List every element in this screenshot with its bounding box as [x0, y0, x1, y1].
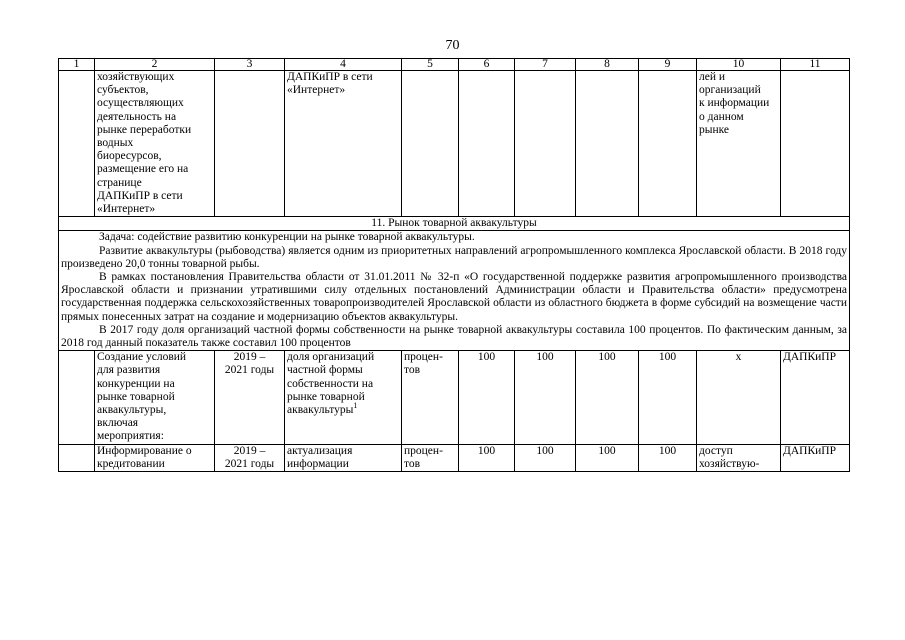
- table-cell: [285, 351, 402, 444]
- table-cell: ДАПКиПР: [781, 444, 850, 471]
- table-cell: доступ хозяйствую-: [697, 444, 781, 471]
- table-cell: процен- тов: [402, 444, 459, 471]
- table-cell: х: [697, 351, 781, 444]
- table-cell: 100: [639, 351, 697, 444]
- table-cell: ДАПКиПР: [781, 351, 850, 444]
- paragraph: В 2017 году доля организаций частной формы собственности на рынке товарной аквакультуры составила 100 процентов. По фактическим данным, за 2018 год данный показатель также составил 100 процентов: [61, 323, 847, 350]
- table-cell: 100: [459, 444, 515, 471]
- table-cell: Создание условий для развития конкуренции на рынке товарной аквакультуры, включая мероприятия:: [95, 351, 215, 444]
- table-cell: лей и организаций к информации о данном рынке: [697, 71, 781, 217]
- table-cell: [402, 71, 459, 217]
- table-cell: процен- тов: [402, 351, 459, 444]
- table-cell: 100: [459, 351, 515, 444]
- description-row: [59, 231, 850, 351]
- table-row: [59, 444, 850, 471]
- table-cell: 100: [576, 351, 639, 444]
- header-cell: 9: [639, 59, 697, 71]
- header-cell: 11: [781, 59, 850, 71]
- header-row: [59, 59, 850, 71]
- section-description: [59, 231, 850, 351]
- paragraph: Развитие аквакультуры (рыбоводства) является одним из приоритетных направлений агропромышленного комплекса Ярославской области. В 2018 году произведено 20,0 тонны товарной рыбы.: [61, 244, 847, 270]
- table-cell: [459, 71, 515, 217]
- header-cell: 5: [402, 59, 459, 71]
- footnote-mark: 1: [353, 401, 358, 411]
- header-cell: 4: [285, 59, 402, 71]
- page-number: 70: [445, 38, 460, 53]
- measures-table: [58, 58, 850, 472]
- table-cell: [59, 71, 95, 217]
- header-cell: 6: [459, 59, 515, 71]
- header-cell: 10: [697, 59, 781, 71]
- paragraph: Задача: содействие развитию конкуренции на рынке товарной аквакультуры.: [99, 231, 475, 244]
- table-cell: Информирование о кредитовании: [95, 444, 215, 471]
- table-cell: [59, 351, 95, 444]
- header-cell: 3: [215, 59, 285, 71]
- section-row: [59, 217, 850, 231]
- table-cell: 100: [639, 444, 697, 471]
- table-cell: [215, 71, 285, 217]
- table-cell: [515, 71, 576, 217]
- table-cell: [781, 71, 850, 217]
- table-cell: 100: [515, 444, 576, 471]
- paragraph: В рамках постановления Правительства области от 31.01.2011 № 32-п «О государственной поддержке развития агропромышленного производства Ярославской области и признании утратившими силу отдельных постановлений Администрации области и Правительства области» предусмотрена государственная поддержка сельскохозяйственных товаропроизводителей Ярославской области из областного бюджета в форме субсидий на возмещение части прямых понесенных затрат на создание и модернизацию объектов аквакультуры.: [61, 271, 847, 323]
- table-cell: [639, 71, 697, 217]
- header-cell: 8: [576, 59, 639, 71]
- table-row: [59, 351, 850, 444]
- table-cell: 2019 – 2021 годы: [215, 351, 285, 444]
- table-cell: хозяйствующих субъектов, осуществляющих деятельность на рынке переработки водных биоресурсов, размещение его на странице ДАПКиПР в сети «Интернет»: [95, 71, 215, 217]
- section-title: 11. Рынок товарной аквакультуры: [59, 217, 850, 231]
- table-cell: [576, 71, 639, 217]
- table-cell: 100: [576, 444, 639, 471]
- indicator-text: доля организаций частной формы собственности на рынке товарной аквакультуры: [287, 351, 375, 417]
- table-cell: [59, 444, 95, 471]
- table-cell: ДАПКиПР в сети «Интернет»: [285, 71, 402, 217]
- header-cell: 1: [59, 59, 95, 71]
- table-row: [59, 71, 850, 217]
- table-cell: 100: [515, 351, 576, 444]
- table-cell: 2019 – 2021 годы: [215, 444, 285, 471]
- header-cell: 7: [515, 59, 576, 71]
- header-cell: 2: [95, 59, 215, 71]
- table-cell: актуализация информации: [285, 444, 402, 471]
